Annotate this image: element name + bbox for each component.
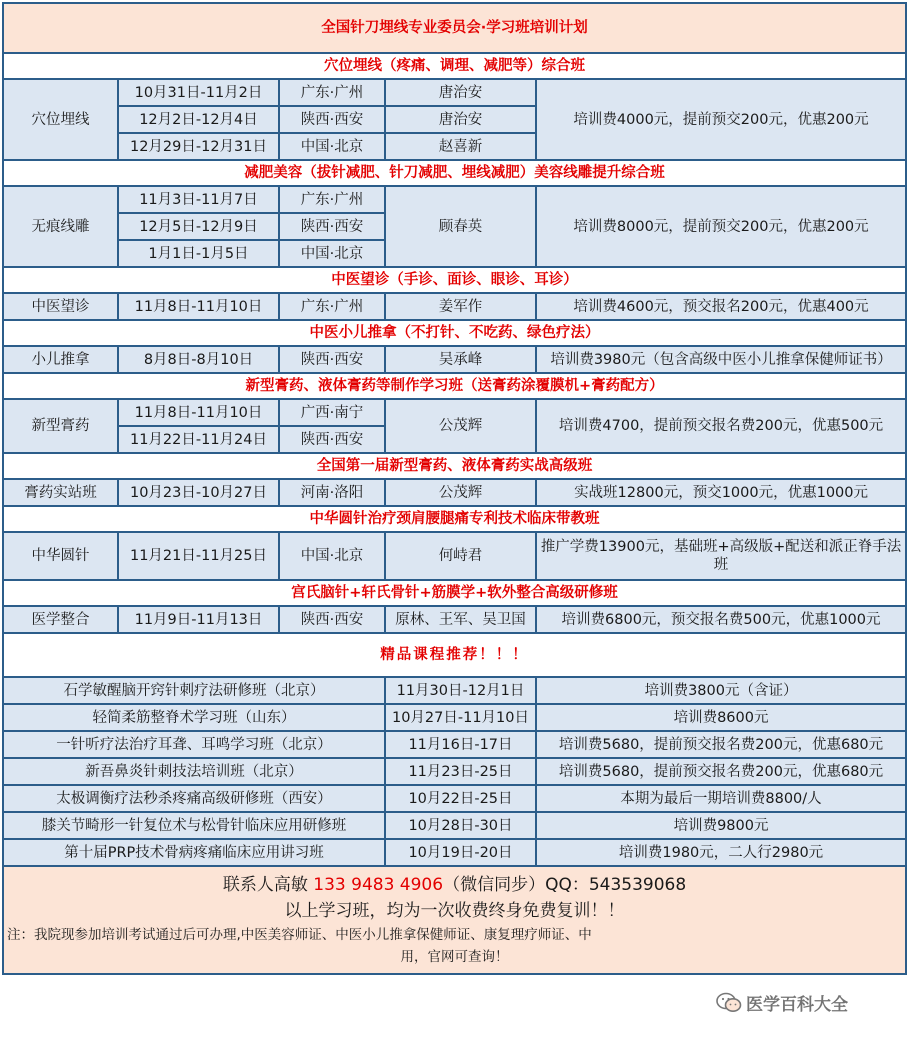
contact-line — [7, 872, 902, 898]
featured-fee: 培训费3800元（含证） — [536, 677, 906, 704]
course-date: 10月31日-11月2日 — [118, 79, 279, 106]
course-location: 中国·北京 — [279, 532, 385, 580]
course-fee: 推广学费13900元，基础班+高级版+配送和派正脊手法班 — [536, 532, 906, 580]
section-heading: 中医望诊（手诊、面诊、眼诊、耳诊） — [3, 267, 906, 293]
table-row — [3, 532, 906, 580]
course-teacher: 顾春英 — [385, 186, 536, 267]
course-name: 中华圆针 — [3, 532, 118, 580]
course-location: 中国·北京 — [279, 133, 385, 160]
course-teacher: 公茂辉 — [385, 479, 536, 506]
course-date: 8月8日-8月10日 — [118, 346, 279, 373]
watermark — [716, 990, 848, 1015]
course-fee: 培训费6800元，预交报名费500元，优惠1000元 — [536, 606, 906, 633]
course-date: 12月2日-12月4日 — [118, 106, 279, 133]
featured-fee: 本期为最后一期培训费8800/人 — [536, 785, 906, 812]
featured-course: 新吾鼻炎针刺技法培训班（北京） — [3, 758, 385, 785]
featured-date: 10月28日-30日 — [385, 812, 536, 839]
watermark-text: 医学百科大全 — [746, 995, 848, 1015]
course-teacher: 何峙君 — [385, 532, 536, 580]
featured-course: 轻简柔筋整脊术学习班（山东） — [3, 704, 385, 731]
section-heading: 宫氏脑针+轩氏骨针+筋膜学+软外整合高级研修班 — [3, 580, 906, 606]
course-teacher: 赵喜新 — [385, 133, 536, 160]
contact-prefix: 联系人高敏 — [222, 875, 308, 895]
featured-fee: 培训费5680，提前预交报名费200元，优惠680元 — [536, 758, 906, 785]
course-teacher: 姜军作 — [385, 293, 536, 320]
course-teacher: 唐治安 — [385, 79, 536, 106]
section-heading: 新型膏药、液体膏药等制作学习班（送膏药涂覆膜机+膏药配方） — [3, 373, 906, 399]
course-date: 11月8日-11月10日 — [118, 293, 279, 320]
page-title: 全国针刀埋线专业委员会·学习班培训计划 — [3, 3, 906, 53]
featured-date: 11月16日-17日 — [385, 731, 536, 758]
course-date: 11月9日-11月13日 — [118, 606, 279, 633]
featured-row — [3, 758, 906, 785]
featured-date: 10月19日-20日 — [385, 839, 536, 866]
featured-date: 10月27日-11月10日 — [385, 704, 536, 731]
section-heading: 中医小儿推拿（不打针、不吃药、绿色疗法） — [3, 320, 906, 346]
certificate-note — [7, 924, 902, 968]
featured-row — [3, 731, 906, 758]
course-location: 广西·南宁 — [279, 399, 385, 426]
featured-row — [3, 704, 906, 731]
featured-fee: 培训费1980元，二人行2980元 — [536, 839, 906, 866]
course-fee: 培训费4600元，预交报名200元，优惠400元 — [536, 293, 906, 320]
course-name: 医学整合 — [3, 606, 118, 633]
featured-course: 第十届PRP技术骨病疼痛临床应用讲习班 — [3, 839, 385, 866]
course-date: 1月1日-1月5日 — [118, 240, 279, 267]
featured-fee: 培训费9800元 — [536, 812, 906, 839]
section-heading: 全国第一届新型膏药、液体膏药实战高级班 — [3, 453, 906, 479]
table-row — [3, 79, 906, 106]
free-retraining-note: 以上学习班，均为一次收费终身免费复训！！ — [284, 901, 625, 921]
contact-suffix: （微信同步）QQ：543539068 — [443, 875, 687, 895]
section-heading: 中华圆针治疗颈肩腰腿痛专利技术临床带教班 — [3, 506, 906, 532]
featured-row — [3, 812, 906, 839]
course-teacher: 公茂辉 — [385, 399, 536, 453]
course-location: 广东·广州 — [279, 79, 385, 106]
course-location: 陕西·西安 — [279, 213, 385, 240]
course-date: 11月21日-11月25日 — [118, 532, 279, 580]
featured-heading: 精品课程推荐！！！ — [3, 633, 906, 677]
course-teacher: 唐治安 — [385, 106, 536, 133]
course-fee: 实战班12800元，预交1000元，优惠1000元 — [536, 479, 906, 506]
featured-row — [3, 839, 906, 866]
featured-course: 石学敏醒脑开窍针刺疗法研修班（北京） — [3, 677, 385, 704]
course-fee: 培训费3980元（包含高级中医小儿推拿保健师证书） — [536, 346, 906, 373]
course-name: 膏药实站班 — [3, 479, 118, 506]
section-heading: 穴位埋线（疼痛、调理、减肥等）综合班 — [3, 53, 906, 79]
course-name: 新型膏药 — [3, 399, 118, 453]
course-name: 中医望诊 — [3, 293, 118, 320]
course-location: 陕西·西安 — [279, 606, 385, 633]
course-location: 广东·广州 — [279, 293, 385, 320]
footer-panel — [3, 866, 906, 974]
featured-fee: 培训费5680，提前预交报名费200元，优惠680元 — [536, 731, 906, 758]
course-date: 11月22日-11月24日 — [118, 426, 279, 453]
course-date: 12月5日-12月9日 — [118, 213, 279, 240]
course-date: 11月8日-11月10日 — [118, 399, 279, 426]
course-date: 12月29日-12月31日 — [118, 133, 279, 160]
featured-fee: 培训费8600元 — [536, 704, 906, 731]
course-fee: 培训费4000元，提前预交200元，优惠200元 — [536, 79, 906, 160]
course-name: 小儿推拿 — [3, 346, 118, 373]
featured-course: 一针听疗法治疗耳聋、耳鸣学习班（北京） — [3, 731, 385, 758]
contact-phone: 133 9483 4906 — [313, 875, 444, 895]
table-row — [3, 293, 906, 320]
course-location: 中国·北京 — [279, 240, 385, 267]
course-date: 10月23日-10月27日 — [118, 479, 279, 506]
featured-date: 11月23日-25日 — [385, 758, 536, 785]
course-location: 陕西·西安 — [279, 106, 385, 133]
course-location: 陕西·西安 — [279, 346, 385, 373]
wechat-icon — [716, 992, 742, 1014]
course-date: 11月3日-11月7日 — [118, 186, 279, 213]
course-location: 陕西·西安 — [279, 426, 385, 453]
course-location: 广东·广州 — [279, 186, 385, 213]
course-name: 无痕线雕 — [3, 186, 118, 267]
table-row — [3, 399, 906, 426]
featured-row — [3, 677, 906, 704]
course-location: 河南·洛阳 — [279, 479, 385, 506]
course-name: 穴位埋线 — [3, 79, 118, 160]
featured-date: 10月22日-25日 — [385, 785, 536, 812]
course-teacher: 吴承峰 — [385, 346, 536, 373]
featured-date: 11月30日-12月1日 — [385, 677, 536, 704]
schedule-table — [2, 2, 907, 975]
featured-row — [3, 785, 906, 812]
section-heading: 减肥美容（拔针减肥、针刀减肥、埋线减肥）美容线雕提升综合班 — [3, 160, 906, 186]
course-fee: 培训费8000元，提前预交200元，优惠200元 — [536, 186, 906, 267]
course-teacher: 原林、王军、吴卫国 — [385, 606, 536, 633]
featured-course: 膝关节畸形一针复位术与松骨针临床应用研修班 — [3, 812, 385, 839]
table-row — [3, 346, 906, 373]
certificate-note-line1: 注：我院现参加培训考试通过后可办理,中医美容师证、中医小儿推拿保健师证、康复理疗师证、中 — [7, 927, 592, 943]
table-row — [3, 186, 906, 213]
table-row — [3, 479, 906, 506]
certificate-note-line2: 用，官网可查询！ — [400, 949, 509, 965]
featured-course: 太极调衡疗法秒杀疼痛高级研修班（西安） — [3, 785, 385, 812]
table-row — [3, 606, 906, 633]
course-fee: 培训费4700，提前预交报名费200元，优惠500元 — [536, 399, 906, 453]
